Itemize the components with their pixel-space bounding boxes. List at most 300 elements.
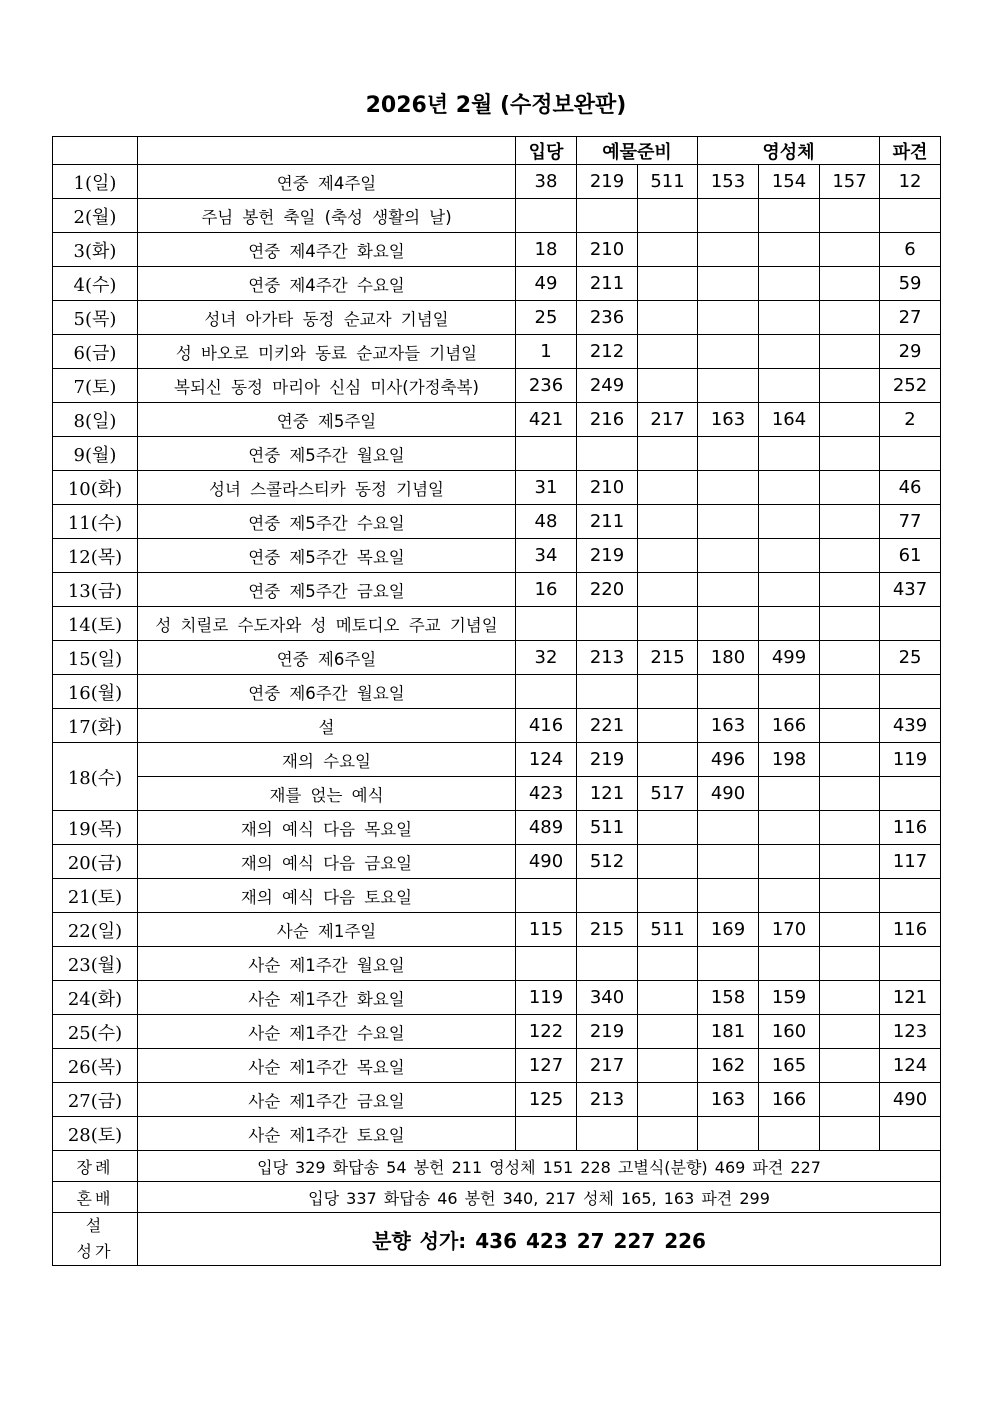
hymn-number-cell [820,913,880,947]
seol-label [53,1213,138,1266]
wedding-hymns: 입당 337 화답송 46 봉헌 340, 217 성체 165, 163 파견 299 [138,1182,941,1213]
row-celebration: 사순 제1주간 월요일 [138,947,516,981]
hymn-number-cell [820,709,880,743]
table-row [53,641,941,675]
hymn-number-cell [820,539,880,573]
row-date: 2(월) [53,199,138,233]
hymn-number-cell: 6 [880,233,941,267]
hymn-number-cell [638,879,698,913]
table-row [53,369,941,403]
hymn-number-cell: 29 [880,335,941,369]
hymn-number-cell: 416 [516,709,577,743]
hymn-number-cell [820,845,880,879]
hymn-number-cell [759,437,820,471]
hymn-number-cell [698,437,759,471]
hymn-number-cell: 211 [577,267,638,301]
hymn-number-cell [759,369,820,403]
hymn-number-cell [516,675,577,709]
table-row [53,505,941,539]
hymn-number-cell: 77 [880,505,941,539]
row-date: 7(토) [53,369,138,403]
hymn-number-cell: 119 [516,981,577,1015]
hymn-number-cell [638,335,698,369]
hymn-number-cell [820,1049,880,1083]
hymn-number-cell: 163 [698,709,759,743]
table-row [53,913,941,947]
hymn-number-cell [759,471,820,505]
hymn-number-cell [820,505,880,539]
row-date: 27(금) [53,1083,138,1117]
hymn-number-cell: 154 [759,165,820,199]
hymn-number-cell: 511 [638,913,698,947]
hymn-number-cell [759,845,820,879]
hymn-number-cell: 252 [880,369,941,403]
hymn-number-cell: 180 [698,641,759,675]
table-row [53,471,941,505]
table-row [53,1083,941,1117]
hymn-number-cell: 31 [516,471,577,505]
hymn-number-cell: 119 [880,743,941,777]
header-dismissal: 파견 [880,137,941,165]
hymn-number-cell: 27 [880,301,941,335]
hymn-number-cell: 215 [577,913,638,947]
hymn-number-cell: 249 [577,369,638,403]
hymn-number-cell [577,1117,638,1151]
hymn-number-cell [577,879,638,913]
row-celebration: 사순 제1주간 화요일 [138,981,516,1015]
hymn-number-cell: 25 [516,301,577,335]
hymn-number-cell: 163 [698,1083,759,1117]
hymn-number-cell [820,301,880,335]
hymn-number-cell [759,573,820,607]
hymn-number-cell [638,811,698,845]
row-celebration: 재를 얹는 예식 [138,777,516,811]
table-row [53,947,941,981]
hymn-number-cell [577,675,638,709]
row-celebration: 사순 제1주간 수요일 [138,1015,516,1049]
hymn-number-cell: 122 [516,1015,577,1049]
row-celebration: 사순 제1주간 토요일 [138,1117,516,1151]
hymn-number-cell [820,947,880,981]
hymn-number-cell [759,607,820,641]
hymn-number-cell [880,607,941,641]
row-celebration: 재의 예식 다음 금요일 [138,845,516,879]
hymn-number-cell: 18 [516,233,577,267]
table-row [53,1015,941,1049]
table-row [53,709,941,743]
row-date: 4(수) [53,267,138,301]
hymn-number-cell [638,947,698,981]
table-row [53,607,941,641]
hymn-number-cell: 121 [880,981,941,1015]
row-celebration: 사순 제1주간 목요일 [138,1049,516,1083]
hymn-number-cell: 48 [516,505,577,539]
row-date: 18(수) [53,743,138,811]
table-row [53,879,941,913]
hymn-number-cell [820,437,880,471]
table-row [53,437,941,471]
hymn-number-cell [638,1117,698,1151]
hymn-number-cell [759,267,820,301]
hymn-number-cell [759,811,820,845]
row-celebration: 연중 제4주간 화요일 [138,233,516,267]
table-row [53,165,941,199]
hymn-number-cell: 217 [577,1049,638,1083]
row-date: 5(목) [53,301,138,335]
hymn-number-cell [759,233,820,267]
row-date: 6(금) [53,335,138,369]
hymn-number-cell: 123 [880,1015,941,1049]
row-date: 8(일) [53,403,138,437]
hymn-number-cell [880,437,941,471]
hymn-number-cell: 166 [759,709,820,743]
hymn-number-cell: 198 [759,743,820,777]
row-date: 25(수) [53,1015,138,1049]
hymn-number-cell: 116 [880,811,941,845]
row-date: 15(일) [53,641,138,675]
hymn-number-cell [820,981,880,1015]
hymn-number-cell: 490 [516,845,577,879]
hymn-number-cell [638,607,698,641]
hymn-number-cell [516,879,577,913]
table-row [53,811,941,845]
table-row [53,403,941,437]
hymn-number-cell [638,539,698,573]
table-row [53,267,941,301]
seol-hymns-row [53,1213,941,1266]
hymn-number-cell: 46 [880,471,941,505]
hymn-number-cell [698,675,759,709]
hymn-number-cell: 1 [516,335,577,369]
hymn-number-cell [698,369,759,403]
row-date: 10(화) [53,471,138,505]
hymn-number-cell: 236 [577,301,638,335]
table-row [53,675,941,709]
table-row [53,573,941,607]
hymn-number-cell: 490 [698,777,759,811]
hymn-number-cell: 181 [698,1015,759,1049]
hymn-number-cell [759,675,820,709]
table-row [53,1117,941,1151]
hymn-number-cell: 115 [516,913,577,947]
hymn-number-cell [698,573,759,607]
hymn-number-cell [638,505,698,539]
hymn-number-cell [820,1083,880,1117]
hymn-number-cell [577,199,638,233]
table-row [53,539,941,573]
hymn-number-cell: 340 [577,981,638,1015]
hymn-number-cell [820,1015,880,1049]
hymn-number-cell [820,199,880,233]
hymn-number-cell: 166 [759,1083,820,1117]
hymn-number-cell [698,539,759,573]
hymn-number-cell [759,1117,820,1151]
row-date: 20(금) [53,845,138,879]
hymn-number-cell [759,947,820,981]
table-row [53,1049,941,1083]
hymn-number-cell: 219 [577,1015,638,1049]
hymn-number-cell: 49 [516,267,577,301]
hymn-number-cell [638,301,698,335]
hymn-number-cell [638,573,698,607]
row-date: 16(월) [53,675,138,709]
hymn-number-cell: 2 [880,403,941,437]
hymn-number-cell [516,437,577,471]
hymn-number-cell [638,199,698,233]
hymn-number-cell [820,607,880,641]
hymn-number-cell: 38 [516,165,577,199]
hymn-number-cell: 219 [577,165,638,199]
hymn-number-cell [759,301,820,335]
row-celebration: 설 [138,709,516,743]
hymn-number-cell: 163 [698,403,759,437]
row-date: 23(월) [53,947,138,981]
row-celebration: 복되신 동정 마리아 신심 미사(가정축복) [138,369,516,403]
header-date [53,137,138,165]
hymn-number-cell: 496 [698,743,759,777]
row-celebration: 성 바오로 미키와 동료 순교자들 기념일 [138,335,516,369]
hymn-number-cell: 34 [516,539,577,573]
row-date: 13(금) [53,573,138,607]
header-entrance: 입당 [516,137,577,165]
row-date: 14(토) [53,607,138,641]
hymn-number-cell [638,471,698,505]
row-celebration: 연중 제6주일 [138,641,516,675]
hymn-number-cell: 210 [577,471,638,505]
row-celebration: 연중 제6주간 월요일 [138,675,516,709]
hymn-number-cell [698,335,759,369]
table-row [53,199,941,233]
hymn-number-cell [820,471,880,505]
hymn-number-cell [820,811,880,845]
hymn-number-cell [638,233,698,267]
hymn-number-cell [759,199,820,233]
hymn-number-cell: 489 [516,811,577,845]
hymn-number-cell [698,845,759,879]
row-celebration: 재의 수요일 [138,743,516,777]
hymn-number-cell: 517 [638,777,698,811]
hymn-number-cell [698,879,759,913]
hymn-number-cell [638,743,698,777]
row-celebration: 사순 제1주일 [138,913,516,947]
header-communion: 영성체 [698,137,880,165]
row-celebration: 연중 제5주일 [138,403,516,437]
hymn-number-cell: 59 [880,267,941,301]
hymn-number-cell [698,811,759,845]
hymn-number-cell: 216 [577,403,638,437]
hymn-number-cell [698,199,759,233]
hymn-number-cell: 511 [638,165,698,199]
hymn-number-cell [638,437,698,471]
row-date: 21(토) [53,879,138,913]
hymn-number-cell [638,1083,698,1117]
hymn-number-cell: 211 [577,505,638,539]
hymn-number-cell [516,1117,577,1151]
wedding-label: 혼배 [53,1182,138,1213]
hymn-number-cell: 423 [516,777,577,811]
hymn-number-cell: 421 [516,403,577,437]
hymn-number-cell [698,947,759,981]
schedule-table [52,136,941,1266]
hymn-number-cell: 221 [577,709,638,743]
hymn-number-cell: 219 [577,539,638,573]
row-celebration: 사순 제1주간 금요일 [138,1083,516,1117]
row-date: 12(목) [53,539,138,573]
hymn-number-cell: 117 [880,845,941,879]
header-name [138,137,516,165]
hymn-number-cell [820,403,880,437]
hymn-number-cell [880,947,941,981]
table-row [53,335,941,369]
hymn-number-cell: 210 [577,233,638,267]
hymn-number-cell: 499 [759,641,820,675]
hymn-number-cell: 124 [516,743,577,777]
hymn-number-cell: 213 [577,641,638,675]
hymn-number-cell: 125 [516,1083,577,1117]
seol-label-line2: 성가 [76,1242,114,1261]
hymn-number-cell [820,675,880,709]
row-celebration: 연중 제5주간 금요일 [138,573,516,607]
row-celebration: 연중 제5주간 수요일 [138,505,516,539]
row-date: 24(화) [53,981,138,1015]
hymn-number-cell: 212 [577,335,638,369]
page-title: 2026년 2월 (수정보완판) [365,93,627,118]
hymn-number-cell: 490 [880,1083,941,1117]
hymn-number-cell: 157 [820,165,880,199]
hymn-number-cell [880,1117,941,1151]
hymn-number-cell [759,777,820,811]
table-row [53,777,941,811]
row-celebration: 성녀 스콜라스티카 동정 기념일 [138,471,516,505]
row-date: 3(화) [53,233,138,267]
funeral-label: 장례 [53,1151,138,1182]
hymn-number-cell [638,1015,698,1049]
hymn-number-cell: 164 [759,403,820,437]
hymn-number-cell: 512 [577,845,638,879]
hymn-number-cell [638,1049,698,1083]
hymn-number-cell [638,981,698,1015]
hymn-number-cell: 511 [577,811,638,845]
wedding-row [53,1182,941,1213]
row-date: 28(토) [53,1117,138,1151]
hymn-number-cell [820,777,880,811]
hymn-number-cell [698,1117,759,1151]
table-row [53,233,941,267]
row-date: 26(목) [53,1049,138,1083]
hymn-number-cell [638,709,698,743]
hymn-number-cell [880,879,941,913]
hymn-number-cell: 220 [577,573,638,607]
hymn-number-cell: 162 [698,1049,759,1083]
hymn-number-cell: 61 [880,539,941,573]
header-row [53,137,941,165]
hymn-number-cell [820,369,880,403]
row-date: 1(일) [53,165,138,199]
row-date: 11(수) [53,505,138,539]
hymn-number-cell [577,607,638,641]
hymn-number-cell [698,607,759,641]
hymn-number-cell [820,233,880,267]
hymn-number-cell: 437 [880,573,941,607]
hymn-number-cell [516,947,577,981]
hymn-number-cell [820,267,880,301]
hymn-number-cell [698,505,759,539]
hymn-number-cell: 116 [880,913,941,947]
hymn-number-cell [880,777,941,811]
hymn-number-cell: 124 [880,1049,941,1083]
hymn-number-cell: 25 [880,641,941,675]
row-celebration: 성녀 아가타 동정 순교자 기념일 [138,301,516,335]
row-celebration: 재의 예식 다음 토요일 [138,879,516,913]
hymn-number-cell: 165 [759,1049,820,1083]
hymn-number-cell [820,1117,880,1151]
hymn-number-cell: 32 [516,641,577,675]
hymn-number-cell [820,641,880,675]
header-offertory: 예물준비 [577,137,698,165]
table-row [53,981,941,1015]
row-celebration: 연중 제5주간 월요일 [138,437,516,471]
hymn-number-cell [820,335,880,369]
table-row [53,845,941,879]
row-celebration: 연중 제5주간 목요일 [138,539,516,573]
hymn-number-cell [516,607,577,641]
hymn-number-cell [577,437,638,471]
hymn-number-cell: 12 [880,165,941,199]
hymn-number-cell [759,879,820,913]
row-celebration: 연중 제4주간 수요일 [138,267,516,301]
hymn-number-cell: 16 [516,573,577,607]
hymn-number-cell: 170 [759,913,820,947]
hymn-number-cell [698,267,759,301]
hymn-number-cell [698,233,759,267]
row-celebration: 주님 봉헌 축일 (축성 생활의 날) [138,199,516,233]
hymn-number-cell: 439 [880,709,941,743]
hymn-number-cell: 236 [516,369,577,403]
hymn-number-cell: 215 [638,641,698,675]
row-celebration: 성 치릴로 수도자와 성 메토디오 주교 기념일 [138,607,516,641]
hymn-number-cell: 127 [516,1049,577,1083]
hymn-number-cell [880,675,941,709]
hymn-number-cell: 121 [577,777,638,811]
hymn-number-cell: 169 [698,913,759,947]
hymn-number-cell: 213 [577,1083,638,1117]
row-date: 22(일) [53,913,138,947]
funeral-hymns: 입당 329 화답송 54 봉헌 211 영성체 151 228 고별식(분향) 469 파견 227 [138,1151,941,1182]
hymn-number-cell: 153 [698,165,759,199]
hymn-number-cell [638,369,698,403]
seol-incense-hymns: 분향 성가: 436 423 27 227 226 [138,1213,941,1266]
row-celebration: 재의 예식 다음 목요일 [138,811,516,845]
hymn-number-cell [820,879,880,913]
hymn-number-cell [577,947,638,981]
hymn-number-cell: 160 [759,1015,820,1049]
funeral-row [53,1151,941,1182]
table-row [53,743,941,777]
seol-label-line1: 설 [85,1216,105,1235]
hymn-number-cell [820,573,880,607]
hymn-number-cell [638,675,698,709]
row-date: 17(화) [53,709,138,743]
row-celebration: 연중 제4주일 [138,165,516,199]
hymn-number-cell [638,845,698,879]
hymn-number-cell [759,539,820,573]
hymn-number-cell: 217 [638,403,698,437]
hymn-number-cell [759,335,820,369]
hymn-number-cell [759,505,820,539]
hymn-number-cell: 219 [577,743,638,777]
hymn-number-cell [698,471,759,505]
hymn-number-cell [638,267,698,301]
